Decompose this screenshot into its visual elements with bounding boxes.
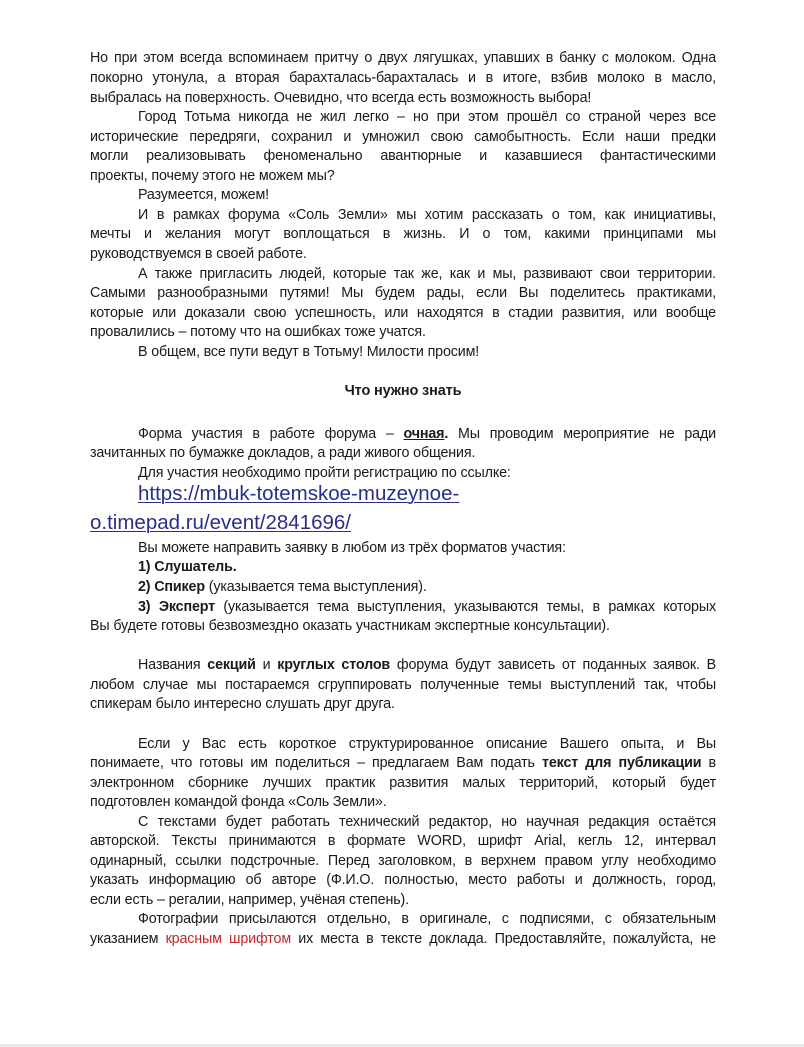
text-run: в xyxy=(701,755,717,771)
emphasis-publication-text: текст для публикации xyxy=(541,755,702,771)
text-line: зачитанных по бумажке докладов, а ради живого общения. xyxy=(90,445,476,461)
registration-link[interactable]: https://mbuk-totemskoe-muzeynoe- xyxy=(138,482,460,505)
text-line: И в рамках форума «Соль Земли» мы хотим рассказать о том, как инициативы, xyxy=(138,207,716,223)
text-run: их места в тексте доклада. Предоставляйте, пожалуйста, не xyxy=(291,931,716,947)
text-line xyxy=(90,753,716,773)
text-run: и xyxy=(255,657,278,673)
text-line: провалились – потому что на ошибках тоже учатся. xyxy=(90,324,426,340)
format-desc: (указывается тема выступления, указываются темы, в рамках которых xyxy=(215,599,716,615)
text-line: указать информацию об авторе (Ф.И.О. полностью, место работы и должность, город, xyxy=(90,872,716,888)
text-line: проекты, почему этого не можем мы? xyxy=(90,168,335,184)
format-desc: (указывается тема выступления). xyxy=(204,579,427,595)
text-line xyxy=(138,655,716,675)
emphasis-sections: секций xyxy=(207,657,256,673)
text-run: Мы проводим мероприятие не ради xyxy=(448,426,716,442)
text-line: которые или доказали свою успешность, или находятся в стадии развития, или вообще xyxy=(90,305,716,321)
text-line: Но при этом всегда вспоминаем притчу о двух лягушках, упавших в банку с молоком. Одна xyxy=(90,50,716,66)
text-line: Город Тотьма никогда не жил легко – но при этом прошёл со страной через все xyxy=(138,109,716,125)
text-line: подготовлен командой фонда «Соль Земли». xyxy=(90,794,387,810)
text-line: исторические передряги, сохранил и умножил свою самобытность. Если наши предки xyxy=(90,129,716,145)
text-line: спикерам было интересно слушать друг друга. xyxy=(90,696,395,712)
text-line: могли реализовывать феноменально авантюрные и казавшиеся фантастическими xyxy=(90,148,716,164)
red-text-emphasis: красным шрифтом xyxy=(165,931,292,947)
text-run: понимаете, что готовы им поделиться – предлагаем Вам подать xyxy=(90,755,542,771)
text-line: Вы будете готовы безвозмездно оказать участникам экспертные консультации). xyxy=(90,618,610,634)
text-line: авторской. Тексты принимаются в формате WORD, шрифт Arial, кегль 12, интервал xyxy=(90,833,716,849)
text-line: Разумеется, можем! xyxy=(138,187,269,203)
format-label: 1) Слушатель. xyxy=(138,559,237,575)
text-line xyxy=(90,929,716,949)
text-run: Форма участия в работе форума – xyxy=(138,426,404,442)
format-item-expert xyxy=(138,597,716,617)
text-line xyxy=(138,424,716,444)
text-line: руководствуемся в своей работе. xyxy=(90,246,307,262)
text-line: Самыми разнообразными путями! Мы будем рады, если Вы поделитесь практиками, xyxy=(90,285,716,301)
text-line: Вы можете направить заявку в любом из трёх форматов участия: xyxy=(138,540,566,556)
format-item-speaker xyxy=(138,577,716,597)
text-run: Названия xyxy=(138,657,208,673)
text-line: одинарный, ссылки подстрочные. Перед заголовком, в верхнем правом углу необходимо xyxy=(90,853,716,869)
text-run: форума будут зависеть от поданных заявок. В xyxy=(390,657,716,673)
text-line: Для участия необходимо пройти регистрацию по ссылке: xyxy=(138,465,511,481)
text-run: . xyxy=(444,426,449,442)
emphasis-ochnaya: очная xyxy=(403,426,445,442)
registration-link-continued[interactable]: o.timepad.ru/event/2841696/ xyxy=(90,511,351,534)
format-label: 3) Эксперт xyxy=(138,599,215,615)
text-line: С текстами будет работать технический редактор, но научная редакция остаётся xyxy=(138,814,716,830)
text-line: выбралась на поверхность. Очевидно, что всегда есть возможность выбора! xyxy=(90,90,592,106)
text-line: если есть – регалии, например, учёная степень). xyxy=(90,892,409,908)
emphasis-round-tables: круглых столов xyxy=(277,657,391,673)
text-line: покорно утонула, а вторая барахталась-барахталась и в итоге, взбив молоко в масло, xyxy=(90,70,716,86)
format-label: 2) Спикер xyxy=(138,579,205,595)
text-line: Если у Вас есть короткое структурированное описание Вашего опыта, и Вы xyxy=(138,736,716,752)
text-line: А также пригласить людей, которые так же, как и мы, развивают свои территории. xyxy=(138,266,716,282)
text-line: В общем, все пути ведут в Тотьму! Милости просим! xyxy=(138,344,480,360)
section-heading: Что нужно знать xyxy=(344,383,462,399)
text-run: указанием xyxy=(90,931,166,947)
text-line: мечты и желания могут воплощаться в жизнь. И о том, какими принципами мы xyxy=(90,226,716,242)
format-item-listener xyxy=(138,557,716,577)
text-line: Фотографии присылаются отдельно, в оригинале, с подписями, с обязательным xyxy=(138,911,716,927)
text-line: электронном сборнике лучших практик развития малых территорий, который будет xyxy=(90,775,716,791)
text-line: любом случае мы постараемся сгруппировать полученные темы выступлений так, чтобы xyxy=(90,677,716,693)
